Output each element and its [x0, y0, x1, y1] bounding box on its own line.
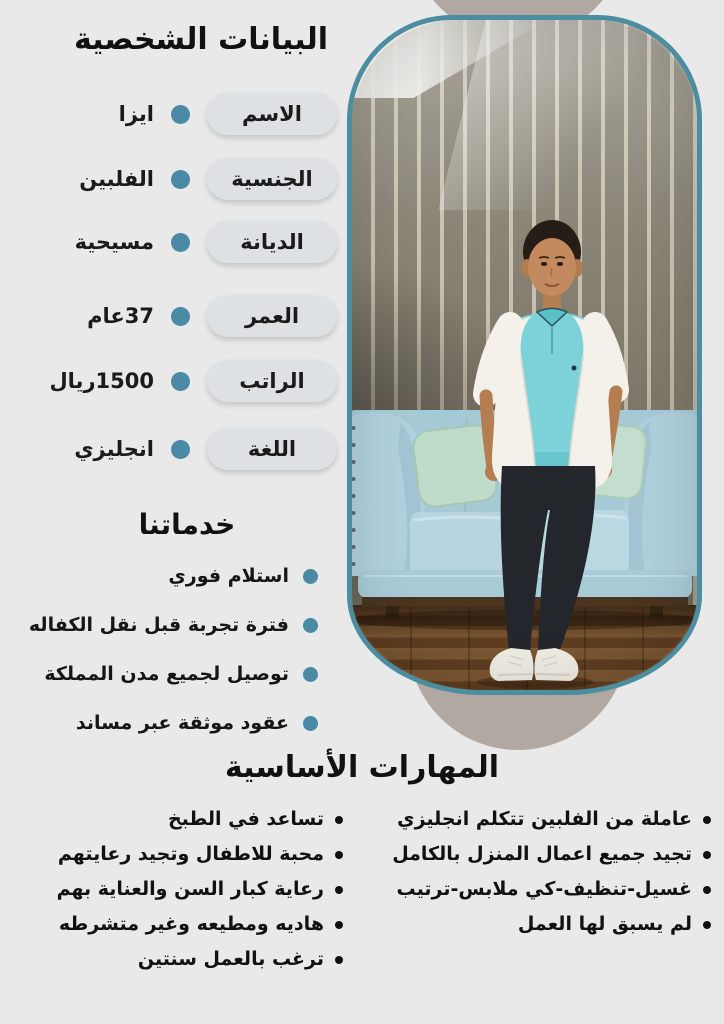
- field-label-pill: [207, 295, 337, 337]
- sneaker-right: [534, 648, 578, 681]
- field-value: 1500ريال: [49, 369, 154, 393]
- field-label: الراتب: [239, 369, 305, 393]
- field-value: ايزا: [118, 102, 154, 126]
- services-list: [29, 563, 318, 759]
- field-value: 37عام: [87, 304, 154, 328]
- field-row-name: [119, 93, 337, 135]
- field-label-pill: [207, 360, 337, 402]
- skill-item: ترغب بالعمل سنتين: [6, 948, 346, 971]
- skill-item: لم يسبق لها العمل: [346, 913, 714, 936]
- skill-item: تساعد في الطبخ: [6, 808, 346, 831]
- page-title: البيانات الشخصية: [73, 22, 329, 57]
- field-label: العمر: [244, 304, 300, 328]
- service-item: [29, 710, 318, 736]
- face: [528, 238, 576, 296]
- field-label-pill: [207, 158, 337, 200]
- field-label-pill: [207, 221, 337, 263]
- teal-dot-icon: [171, 105, 190, 124]
- worker-photo-frame: [347, 15, 702, 695]
- sneaker-left: [490, 648, 534, 681]
- service-item: [29, 661, 318, 687]
- field-row-age: [87, 295, 337, 337]
- field-row-salary: [49, 360, 337, 402]
- field-value: مسيحية: [74, 230, 154, 254]
- skill-item: رعاية كبار السن والعناية بهم: [6, 878, 346, 901]
- field-label: الاسم: [242, 102, 302, 126]
- teal-dot-icon: [171, 307, 190, 326]
- skills-columns: [6, 808, 714, 983]
- teal-dot-icon: [171, 170, 190, 189]
- teal-dot-icon: [171, 233, 190, 252]
- field-label: الجنسية: [231, 167, 313, 191]
- teal-dot-icon: [303, 716, 318, 731]
- field-row-religion: [75, 221, 337, 263]
- services-title: خدماتنا: [138, 508, 236, 541]
- field-row-nationality: [79, 158, 337, 200]
- service-text: فترة تجربة قبل نقل الكفاله: [28, 614, 289, 636]
- field-label: اللغة: [247, 437, 297, 461]
- teal-dot-icon: [303, 667, 318, 682]
- skill-item: هاديه ومطيعه وغير متشرطه: [6, 913, 346, 936]
- service-text: توصيل لجميع مدن المملكة: [44, 663, 289, 685]
- field-value: انجليزي: [74, 437, 154, 461]
- field-label-pill: [207, 428, 337, 470]
- teal-dot-icon: [303, 569, 318, 584]
- skill-item: غسيل-تنظيف-كي ملابس-ترتيب: [346, 878, 714, 901]
- field-value: الفلبين: [79, 167, 154, 191]
- photo-scene: [352, 20, 697, 690]
- skill-item: عاملة من الفلبين تتكلم انجليزي: [346, 808, 714, 831]
- service-text: عقود موثقة عبر مساند: [75, 712, 289, 734]
- field-label: الديانة: [240, 230, 304, 254]
- field-row-language: [74, 428, 337, 470]
- skill-item: تجيد جميع اعمال المنزل بالكامل: [346, 843, 714, 866]
- teal-dot-icon: [171, 440, 190, 459]
- teal-dot-icon: [171, 372, 190, 391]
- skills-column-right: [346, 808, 714, 983]
- field-label-pill: [207, 93, 337, 135]
- service-item: [29, 612, 318, 638]
- skills-column-left: [6, 808, 346, 983]
- skills-title: المهارات الأساسية: [224, 750, 500, 785]
- teal-dot-icon: [303, 618, 318, 633]
- service-item: [29, 563, 318, 589]
- service-text: استلام فوري: [168, 565, 289, 587]
- skill-item: محبة للاطفال وتجيد رعايتهم: [6, 843, 346, 866]
